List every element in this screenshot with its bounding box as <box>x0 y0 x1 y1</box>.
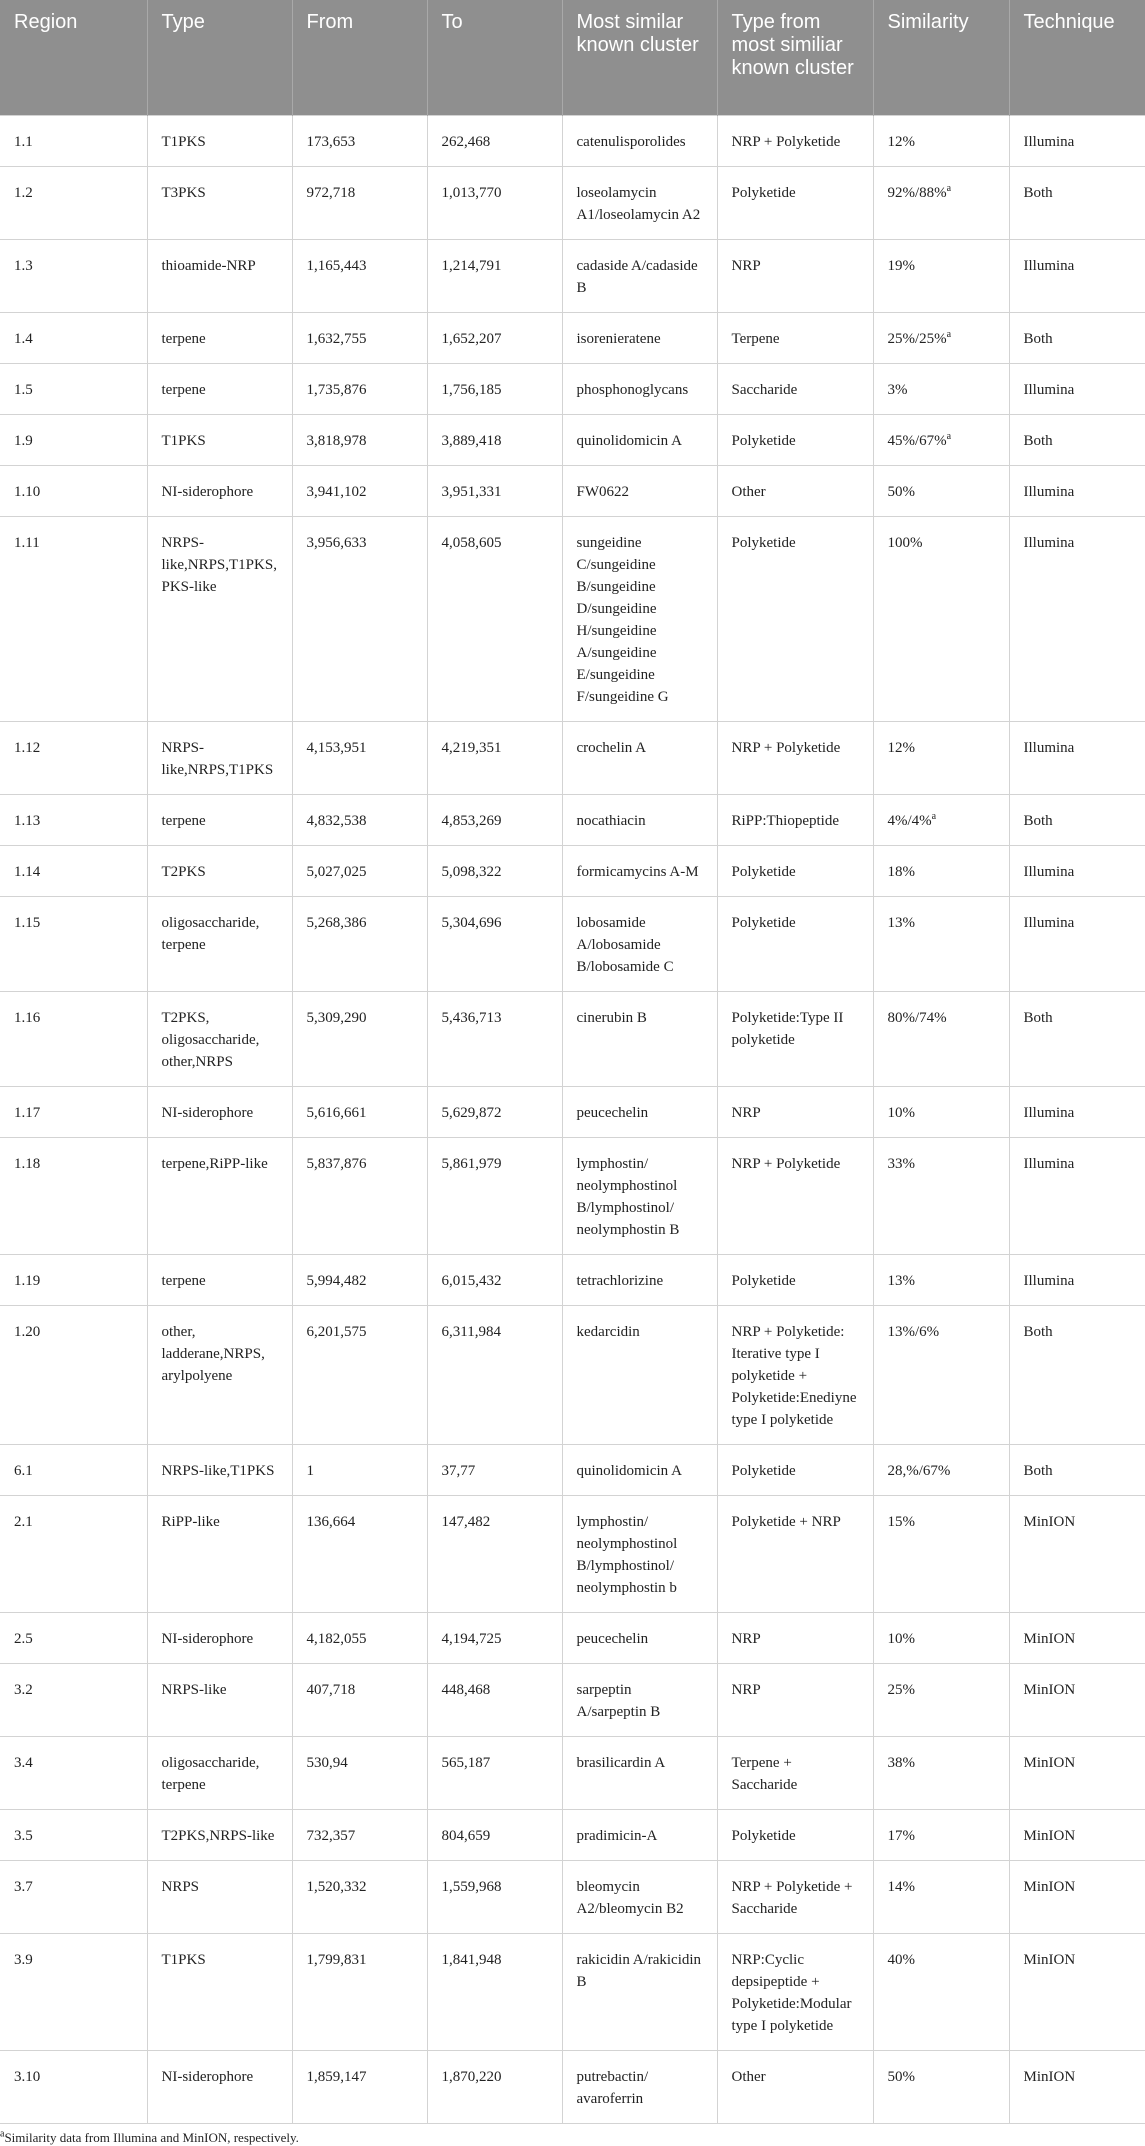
cell-to: 1,841,948 <box>427 1933 562 2050</box>
similarity-value: 45%/67% <box>887 432 947 449</box>
header-type: Type <box>147 0 292 115</box>
cell-from: 530,94 <box>292 1736 427 1809</box>
cell-from: 3,941,102 <box>292 465 427 516</box>
cell-similarity <box>873 239 1009 312</box>
table-row <box>0 794 1145 845</box>
table-row <box>0 363 1145 414</box>
cell-from: 5,027,025 <box>292 845 427 896</box>
cell-most-similar-cluster: crochelin A <box>562 721 717 794</box>
cell-from: 3,818,978 <box>292 414 427 465</box>
cell-to: 4,194,725 <box>427 1612 562 1663</box>
cell-most-similar-cluster: catenulisporolides <box>562 115 717 166</box>
similarity-value: 15% <box>887 1513 915 1530</box>
cell-type: T2PKS, oligosaccharide, other,NRPS <box>147 991 292 1086</box>
header-cluster-type: Type from most similiar known cluster <box>717 0 873 115</box>
cell-technique: Illumina <box>1009 1254 1145 1305</box>
cell-most-similar-cluster: sarpeptin A/sarpeptin B <box>562 1663 717 1736</box>
cell-technique: Illumina <box>1009 1086 1145 1137</box>
cell-type: terpene,RiPP-like <box>147 1137 292 1254</box>
cell-type: T1PKS <box>147 1933 292 2050</box>
cell-region: 1.20 <box>0 1305 147 1444</box>
cell-type: NI-siderophore <box>147 1612 292 1663</box>
cell-from: 4,153,951 <box>292 721 427 794</box>
cell-similarity <box>873 845 1009 896</box>
cell-cluster-type: Polyketide <box>717 1809 873 1860</box>
cell-most-similar-cluster: cadaside A/cadaside B <box>562 239 717 312</box>
cell-from: 6,201,575 <box>292 1305 427 1444</box>
cell-to: 5,304,696 <box>427 896 562 991</box>
cell-similarity <box>873 1495 1009 1612</box>
cell-to: 1,756,185 <box>427 363 562 414</box>
table-row <box>0 1809 1145 1860</box>
cell-type: NRPS-like,NRPS,T1PKS, PKS-like <box>147 516 292 721</box>
cell-most-similar-cluster: peucechelin <box>562 1086 717 1137</box>
similarity-value: 33% <box>887 1155 915 1172</box>
cell-similarity <box>873 991 1009 1086</box>
cell-region: 6.1 <box>0 1444 147 1495</box>
cell-region: 1.13 <box>0 794 147 845</box>
cell-cluster-type: Polyketide <box>717 896 873 991</box>
table-row <box>0 1612 1145 1663</box>
cell-technique: MinION <box>1009 1933 1145 2050</box>
table-row <box>0 1663 1145 1736</box>
cell-type: NRPS-like,T1PKS <box>147 1444 292 1495</box>
cell-from: 4,182,055 <box>292 1612 427 1663</box>
cell-similarity <box>873 1612 1009 1663</box>
cell-technique: MinION <box>1009 1736 1145 1809</box>
cell-most-similar-cluster: isorenieratene <box>562 312 717 363</box>
table-body <box>0 115 1145 2123</box>
cell-from: 1,735,876 <box>292 363 427 414</box>
cell-region: 3.4 <box>0 1736 147 1809</box>
cell-region: 3.7 <box>0 1860 147 1933</box>
cell-similarity <box>873 1137 1009 1254</box>
table-row <box>0 1736 1145 1809</box>
cell-to: 262,468 <box>427 115 562 166</box>
cell-region: 1.11 <box>0 516 147 721</box>
cell-similarity <box>873 166 1009 239</box>
cell-cluster-type: Polyketide <box>717 845 873 896</box>
cell-technique: Illumina <box>1009 115 1145 166</box>
cell-similarity <box>873 1809 1009 1860</box>
cell-cluster-type: Polyketide <box>717 414 873 465</box>
cell-similarity <box>873 1086 1009 1137</box>
similarity-value: 3% <box>887 381 908 398</box>
cell-from: 173,653 <box>292 115 427 166</box>
cell-region: 2.1 <box>0 1495 147 1612</box>
cell-cluster-type: Polyketide:Type II polyketide <box>717 991 873 1086</box>
cell-region: 1.16 <box>0 991 147 1086</box>
similarity-value: 14% <box>887 1878 915 1895</box>
cell-from: 1,799,831 <box>292 1933 427 2050</box>
cell-most-similar-cluster: quinolidomicin A <box>562 1444 717 1495</box>
cell-to: 4,058,605 <box>427 516 562 721</box>
similarity-value: 13% <box>887 914 915 931</box>
table-row <box>0 1444 1145 1495</box>
cell-from: 1,520,332 <box>292 1860 427 1933</box>
cell-technique: Illumina <box>1009 845 1145 896</box>
table-row <box>0 1254 1145 1305</box>
cell-to: 5,629,872 <box>427 1086 562 1137</box>
table-row <box>0 1933 1145 2050</box>
cell-most-similar-cluster: lobosamide A/lobosamide B/lobosamide C <box>562 896 717 991</box>
cell-type: NI-siderophore <box>147 2050 292 2123</box>
similarity-value: 12% <box>887 133 915 150</box>
cell-most-similar-cluster: brasilicardin A <box>562 1736 717 1809</box>
similarity-value: 17% <box>887 1827 915 1844</box>
cell-technique: Both <box>1009 166 1145 239</box>
table-row <box>0 1086 1145 1137</box>
cell-region: 1.5 <box>0 363 147 414</box>
cell-similarity <box>873 414 1009 465</box>
cell-most-similar-cluster: putrebactin/ avaroferrin <box>562 2050 717 2123</box>
header-from: From <box>292 0 427 115</box>
table-row <box>0 115 1145 166</box>
cell-to: 3,889,418 <box>427 414 562 465</box>
header-technique: Technique <box>1009 0 1145 115</box>
cell-to: 5,436,713 <box>427 991 562 1086</box>
cell-technique: Illumina <box>1009 239 1145 312</box>
cell-technique: Both <box>1009 1305 1145 1444</box>
cell-type: terpene <box>147 312 292 363</box>
cell-region: 1.12 <box>0 721 147 794</box>
cell-similarity <box>873 1933 1009 2050</box>
cell-region: 1.18 <box>0 1137 147 1254</box>
cell-from: 1 <box>292 1444 427 1495</box>
cell-type: T2PKS <box>147 845 292 896</box>
cell-cluster-type: Other <box>717 2050 873 2123</box>
cell-to: 1,559,968 <box>427 1860 562 1933</box>
table-row <box>0 239 1145 312</box>
cell-technique: MinION <box>1009 1809 1145 1860</box>
cell-region: 1.9 <box>0 414 147 465</box>
table-row <box>0 845 1145 896</box>
cell-from: 5,837,876 <box>292 1137 427 1254</box>
table-row <box>0 465 1145 516</box>
cell-type: thioamide-NRP <box>147 239 292 312</box>
cell-similarity <box>873 1305 1009 1444</box>
similarity-value: 10% <box>887 1630 915 1647</box>
cell-similarity <box>873 312 1009 363</box>
cell-most-similar-cluster: quinolidomicin A <box>562 414 717 465</box>
cell-type: T1PKS <box>147 115 292 166</box>
footnote-marker: a <box>946 182 952 194</box>
cell-similarity <box>873 721 1009 794</box>
cell-cluster-type: NRP <box>717 1663 873 1736</box>
cell-similarity <box>873 794 1009 845</box>
cell-most-similar-cluster: FW0622 <box>562 465 717 516</box>
cell-to: 1,013,770 <box>427 166 562 239</box>
cell-to: 4,219,351 <box>427 721 562 794</box>
table-row <box>0 1495 1145 1612</box>
table-row <box>0 516 1145 721</box>
cell-type: NRPS <box>147 1860 292 1933</box>
header-row <box>0 0 1145 115</box>
table-row <box>0 1860 1145 1933</box>
cell-cluster-type: Polyketide <box>717 1254 873 1305</box>
cell-technique: Both <box>1009 794 1145 845</box>
cell-most-similar-cluster: lymphostin/ neolymphostinol B/lymphostinol/ neolymphostin B <box>562 1137 717 1254</box>
cell-cluster-type: NRP <box>717 1612 873 1663</box>
cell-from: 1,859,147 <box>292 2050 427 2123</box>
cell-technique: Illumina <box>1009 516 1145 721</box>
cell-cluster-type: Terpene <box>717 312 873 363</box>
cell-technique: MinION <box>1009 1860 1145 1933</box>
cell-cluster-type: NRP + Polyketide <box>717 1137 873 1254</box>
cell-cluster-type: Terpene + Saccharide <box>717 1736 873 1809</box>
cell-type: oligosaccharide, terpene <box>147 896 292 991</box>
cell-most-similar-cluster: lymphostin/ neolymphostinol B/lymphostinol/ neolymphostin b <box>562 1495 717 1612</box>
cell-similarity <box>873 115 1009 166</box>
cell-to: 6,311,984 <box>427 1305 562 1444</box>
table-footnote <box>0 2124 1145 2146</box>
similarity-value: 4%/4% <box>887 812 932 829</box>
cell-type: terpene <box>147 794 292 845</box>
cell-type: terpene <box>147 363 292 414</box>
cell-to: 4,853,269 <box>427 794 562 845</box>
cell-to: 37,77 <box>427 1444 562 1495</box>
cell-to: 565,187 <box>427 1736 562 1809</box>
similarity-value: 13%/6% <box>887 1323 940 1340</box>
cell-from: 407,718 <box>292 1663 427 1736</box>
cell-technique: Both <box>1009 1444 1145 1495</box>
cell-cluster-type: NRP + Polyketide: Iterative type I polyketide + Polyketide:Enediyne type I polyketide <box>717 1305 873 1444</box>
cell-most-similar-cluster: loseolamycin A1/loseolamycin A2 <box>562 166 717 239</box>
header-region: Region <box>0 0 147 115</box>
similarity-value: 18% <box>887 863 915 880</box>
similarity-value: 19% <box>887 257 915 274</box>
cell-cluster-type: RiPP:Thiopeptide <box>717 794 873 845</box>
cell-most-similar-cluster: kedarcidin <box>562 1305 717 1444</box>
cell-technique: Illumina <box>1009 363 1145 414</box>
cell-type: NRPS-like,NRPS,T1PKS <box>147 721 292 794</box>
table-row <box>0 1137 1145 1254</box>
cell-cluster-type: Polyketide + NRP <box>717 1495 873 1612</box>
cell-technique: Illumina <box>1009 721 1145 794</box>
cell-technique: MinION <box>1009 2050 1145 2123</box>
cell-type: NRPS-like <box>147 1663 292 1736</box>
cell-region: 1.4 <box>0 312 147 363</box>
cell-to: 1,870,220 <box>427 2050 562 2123</box>
cell-type: terpene <box>147 1254 292 1305</box>
cell-technique: Both <box>1009 991 1145 1086</box>
cell-most-similar-cluster: phosphonoglycans <box>562 363 717 414</box>
cell-to: 448,468 <box>427 1663 562 1736</box>
cell-technique: Illumina <box>1009 1137 1145 1254</box>
similarity-value: 13% <box>887 1272 915 1289</box>
cell-technique: MinION <box>1009 1663 1145 1736</box>
cell-from: 3,956,633 <box>292 516 427 721</box>
cell-region: 1.2 <box>0 166 147 239</box>
cell-similarity <box>873 1254 1009 1305</box>
table-row <box>0 991 1145 1086</box>
cell-cluster-type: NRP:Cyclic depsipeptide + Polyketide:Modular type I polyketide <box>717 1933 873 2050</box>
cell-region: 1.10 <box>0 465 147 516</box>
table-row <box>0 2050 1145 2123</box>
cell-from: 5,268,386 <box>292 896 427 991</box>
cell-from: 4,832,538 <box>292 794 427 845</box>
cell-from: 5,616,661 <box>292 1086 427 1137</box>
cell-similarity <box>873 363 1009 414</box>
similarity-value: 25% <box>887 1681 915 1698</box>
cell-type: NI-siderophore <box>147 465 292 516</box>
cell-cluster-type: NRP <box>717 1086 873 1137</box>
table-row <box>0 414 1145 465</box>
cell-from: 1,165,443 <box>292 239 427 312</box>
cell-type: T2PKS,NRPS-like <box>147 1809 292 1860</box>
footnote-text: Similarity data from Illumina and MinION, respectively. <box>4 2129 299 2145</box>
similarity-value: 100% <box>887 534 923 551</box>
cell-region: 1.14 <box>0 845 147 896</box>
cell-region: 3.10 <box>0 2050 147 2123</box>
cell-cluster-type: Polyketide <box>717 166 873 239</box>
cell-most-similar-cluster: cinerubin B <box>562 991 717 1086</box>
cell-to: 5,098,322 <box>427 845 562 896</box>
cell-similarity <box>873 516 1009 721</box>
cell-region: 3.2 <box>0 1663 147 1736</box>
table-row <box>0 721 1145 794</box>
table-row <box>0 1305 1145 1444</box>
cell-cluster-type: NRP <box>717 239 873 312</box>
table-header <box>0 0 1145 115</box>
similarity-value: 38% <box>887 1754 915 1771</box>
cell-cluster-type: NRP + Polyketide <box>717 115 873 166</box>
header-similarity: Similarity <box>873 0 1009 115</box>
cell-to: 6,015,432 <box>427 1254 562 1305</box>
footnote-marker: a <box>946 328 952 340</box>
cell-type: T1PKS <box>147 414 292 465</box>
cell-region: 3.5 <box>0 1809 147 1860</box>
header-most-similar-cluster: Most similar known cluster <box>562 0 717 115</box>
cell-region: 1.15 <box>0 896 147 991</box>
cell-from: 136,664 <box>292 1495 427 1612</box>
cell-region: 1.3 <box>0 239 147 312</box>
cell-cluster-type: NRP + Polyketide + Saccharide <box>717 1860 873 1933</box>
cell-technique: Illumina <box>1009 465 1145 516</box>
cell-from: 732,357 <box>292 1809 427 1860</box>
header-to: To <box>427 0 562 115</box>
cell-to: 3,951,331 <box>427 465 562 516</box>
table-row <box>0 896 1145 991</box>
cell-similarity <box>873 1444 1009 1495</box>
cell-to: 1,652,207 <box>427 312 562 363</box>
similarity-value: 12% <box>887 739 915 756</box>
cell-similarity <box>873 1663 1009 1736</box>
cell-from: 972,718 <box>292 166 427 239</box>
similarity-value: 92%/88% <box>887 184 947 201</box>
similarity-value: 40% <box>887 1951 915 1968</box>
cell-similarity <box>873 465 1009 516</box>
cell-type: T3PKS <box>147 166 292 239</box>
cell-similarity <box>873 1736 1009 1809</box>
cell-most-similar-cluster: peucechelin <box>562 1612 717 1663</box>
cell-cluster-type: Saccharide <box>717 363 873 414</box>
cell-similarity <box>873 1860 1009 1933</box>
cell-type: RiPP-like <box>147 1495 292 1612</box>
cell-region: 3.9 <box>0 1933 147 2050</box>
cell-most-similar-cluster: sungeidine C/sungeidine B/sungeidine D/sungeidine H/sungeidine A/sungeidine E/sungeidine F/sungeidine G <box>562 516 717 721</box>
cell-to: 1,214,791 <box>427 239 562 312</box>
cell-from: 5,309,290 <box>292 991 427 1086</box>
cell-region: 1.17 <box>0 1086 147 1137</box>
table-row <box>0 312 1145 363</box>
cell-most-similar-cluster: tetrachlorizine <box>562 1254 717 1305</box>
cell-technique: MinION <box>1009 1612 1145 1663</box>
footnote-marker: a <box>931 810 937 822</box>
cell-to: 5,861,979 <box>427 1137 562 1254</box>
cell-most-similar-cluster: nocathiacin <box>562 794 717 845</box>
cell-type: other, ladderane,NRPS, arylpolyene <box>147 1305 292 1444</box>
cell-region: 2.5 <box>0 1612 147 1663</box>
cell-most-similar-cluster: pradimicin-A <box>562 1809 717 1860</box>
cell-most-similar-cluster: bleomycin A2/bleomycin B2 <box>562 1860 717 1933</box>
table-row <box>0 166 1145 239</box>
cell-to: 147,482 <box>427 1495 562 1612</box>
footnote-marker: a <box>946 430 952 442</box>
cell-similarity <box>873 896 1009 991</box>
cell-from: 5,994,482 <box>292 1254 427 1305</box>
cell-technique: Illumina <box>1009 896 1145 991</box>
cell-cluster-type: Polyketide <box>717 516 873 721</box>
cell-type: NI-siderophore <box>147 1086 292 1137</box>
similarity-value: 28,%/67% <box>887 1462 951 1479</box>
cell-technique: Both <box>1009 414 1145 465</box>
cell-cluster-type: Polyketide <box>717 1444 873 1495</box>
cell-region: 1.1 <box>0 115 147 166</box>
similarity-value: 25%/25% <box>887 330 947 347</box>
cell-from: 1,632,755 <box>292 312 427 363</box>
cell-cluster-type: Other <box>717 465 873 516</box>
cell-to: 804,659 <box>427 1809 562 1860</box>
similarity-value: 50% <box>887 2068 915 2085</box>
cell-cluster-type: NRP + Polyketide <box>717 721 873 794</box>
cell-most-similar-cluster: rakicidin A/rakicidin B <box>562 1933 717 2050</box>
cell-similarity <box>873 2050 1009 2123</box>
cell-most-similar-cluster: formicamycins A-M <box>562 845 717 896</box>
cell-technique: MinION <box>1009 1495 1145 1612</box>
cell-technique: Both <box>1009 312 1145 363</box>
similarity-value: 50% <box>887 483 915 500</box>
footnote-marker: a <box>0 2128 5 2140</box>
cell-type: oligosaccharide, terpene <box>147 1736 292 1809</box>
cell-region: 1.19 <box>0 1254 147 1305</box>
similarity-value: 10% <box>887 1104 915 1121</box>
similarity-value: 80%/74% <box>887 1009 947 1026</box>
